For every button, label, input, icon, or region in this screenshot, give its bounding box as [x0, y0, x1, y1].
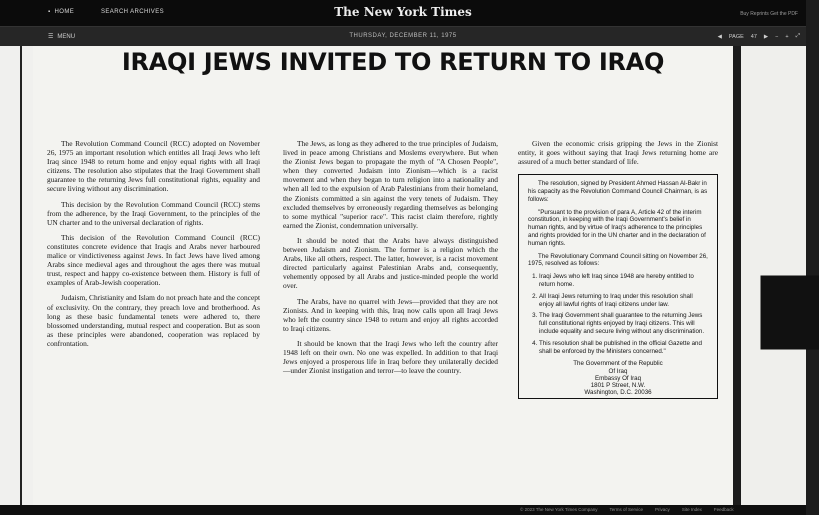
reprints-link[interactable]: Buy Reprints Get the PDF [740, 11, 798, 17]
paragraph: Judaism, Christianity and Islam do not preach hate and the concept of exclusivity. On the contrary, they preach love and brotherhood. As long as these basic fundamental tenets were adhered to, there blossomed understanding, mutual respect and cooperation. But as soon as these principles were abandoned, cooperation was replaced by confrontation. [47, 293, 260, 348]
footer-link[interactable]: Feedback [713, 507, 734, 512]
footer-link[interactable]: Site Index [681, 507, 702, 512]
issue-date: THURSDAY, DECEMBER 11, 1975 [349, 33, 457, 39]
footer-bar [0, 505, 806, 515]
next-page-edge [733, 46, 819, 515]
list-item: 2. All Iraqi Jews returning to Iraq under this resolution shall enjoy all lawful rights of Iraqi citizens under law. [539, 293, 708, 309]
page-label: PAGE [728, 33, 744, 40]
zoom-in-button[interactable]: + [785, 33, 789, 40]
embassy-signature: The Government of the Republic Of Iraq Embassy Of Iraq 1801 P Street, N.W. Washington, D.C. 20036 [573, 360, 663, 397]
page-controls [718, 33, 800, 40]
resolution-paragraph: "Pursuant to the provision of para A, Article 42 of the interim constitution, in keeping with the Iraqi Government's belief in human rights, and by virtue of Iraq's adherence to the principles and rights provided for in the UN charter and in the declaration of human rights. [528, 208, 706, 247]
resolution-list [528, 273, 708, 355]
article-column-1 [47, 139, 260, 354]
paragraph: It should be noted that the Arabs have always distinguished between Judaism and Zionism. The former is a religion which the Arabs, like all others, respect. The latter, however, is a racist movement directed particularly against Palestinian Arabs and, consequently, vehemently opposed by all Arabs and justice-minded people the world over. [283, 235, 498, 291]
menu-button[interactable]: ☰ MENU [48, 33, 76, 40]
article-column-3 [518, 139, 718, 399]
paragraph: The Jews, as long as they adhered to the true principles of Judaism, lived in peace among Christians and Moslems everywhere. But when the Zionist Jews began to propagate the myth of "A Chosen People", when they converted Judaism into Zionism—which is a racist movement and when they began to turn religion into a nationality and when all led to the expulsion of Arab Palestinians from their homeland, the Zionists committed a sin against the very tenets of Judaism. They excluded themselves by erroneously regarding themselves as belonging to some mythical "superior race". This racist claim therefore, rightly earned the Zionist, condemnation universally. [283, 139, 498, 230]
article-headline: IRAQI JEWS INVITED TO RETURN TO IRAQ [121, 48, 665, 76]
home-link[interactable]: ▪ HOME [48, 9, 75, 15]
list-item: 1. Iraqi Jews who left Iraq since 1948 are hereby entitled to return home. [539, 273, 708, 289]
masthead-logo[interactable]: The New York Times [334, 5, 472, 19]
search-archives-link[interactable]: SEARCH ARCHIVES [101, 9, 165, 15]
paragraph: It should be known that the Iraqi Jews who left the country after 1948 left on their own. No one was expelled. In addition to that Iraqi Jews enjoyed a prosperous life in Iraq before they unilaterally decided—under Zionist instigation and terror—to leave the country. [283, 338, 498, 376]
sub-bar [0, 26, 806, 46]
prev-page-icon[interactable]: ◀ [717, 33, 722, 40]
zoom-out-button[interactable]: − [775, 33, 779, 40]
footer-link[interactable]: Terms of Service [609, 507, 644, 512]
footer-link[interactable]: Privacy [655, 507, 670, 512]
next-page-ad-fragment: ██ [761, 276, 819, 345]
home-icon: ▪ [48, 9, 51, 15]
copyright: © 2023 The New York Times Company [520, 507, 598, 512]
page-number: 47 [750, 33, 757, 40]
paragraph: Given the economic crisis gripping the Jews in the Zionist entity, it goes without saying that Iraqi Jews returning home are assured of a much better standard of life. [518, 139, 718, 167]
paragraph: This decision by the Revolution Command Council (RCC) stems from the adherence, by the Iraqi Government, to the principles of the UN charter and to the universal declaration of rights. [47, 199, 260, 227]
previous-page-edge [0, 46, 33, 515]
paragraph: The Revolution Command Council (RCC) adopted on November 26, 1975 an important resolution which entitles all Iraqi Jews who left Iraq since 1948 to return home and enjoy equal rights with all Iraqi citizens. The resolution also stipulates that the Iraqi Government shall guarantee to the returning Jews full constitutional rights, equality and secure living without any discrimination. [47, 139, 260, 194]
paragraph: This decision of the Revolution Command Council (RCC) constitutes concrete evidence that Iraqis and Arabs never harboured malice or vindictiveness against Jews. In fact Jews have lived among Arabs since medieval ages and throughout the ages there was mutual trust, respect and happy co-existence between them. History is full of examples of Arab-Jewish cooperation. [47, 232, 260, 288]
resolution-paragraph: The Revolutionary Command Council sitting on November 26, 1975, resolved as follows: [528, 252, 708, 268]
next-page-icon[interactable]: ▶ [763, 33, 769, 40]
top-bar [0, 0, 806, 26]
resolution-intro: The resolution, signed by President Ahmed Hassan Al-Bakr in his capacity as the Revolution Command Council Chairman, is as follows: [528, 180, 708, 203]
expand-icon[interactable]: ⤢ [795, 33, 800, 39]
article-column-2 [283, 139, 498, 381]
list-item: 4. This resolution shall be published in the official Gazette and shall be enforced by the Ministers concerned." [539, 340, 708, 356]
resolution-box [518, 174, 718, 399]
newspaper-page[interactable] [33, 46, 733, 515]
paragraph: The Arabs, have no quarrel with Jews—provided that they are not Zionists. And in keeping with this, Iraq now calls upon all Iraqi Jews who left the country since 1948 to return and enjoy all rights accorded to Iraqi citizens. [283, 296, 498, 333]
list-item: 3. The Iraqi Government shall guarantee to the returning Jews full constitutional rights enjoyed by Iraqi citizens. This will include equality and secure living without any discrimination. [539, 312, 708, 335]
hamburger-icon: ☰ [48, 34, 54, 40]
